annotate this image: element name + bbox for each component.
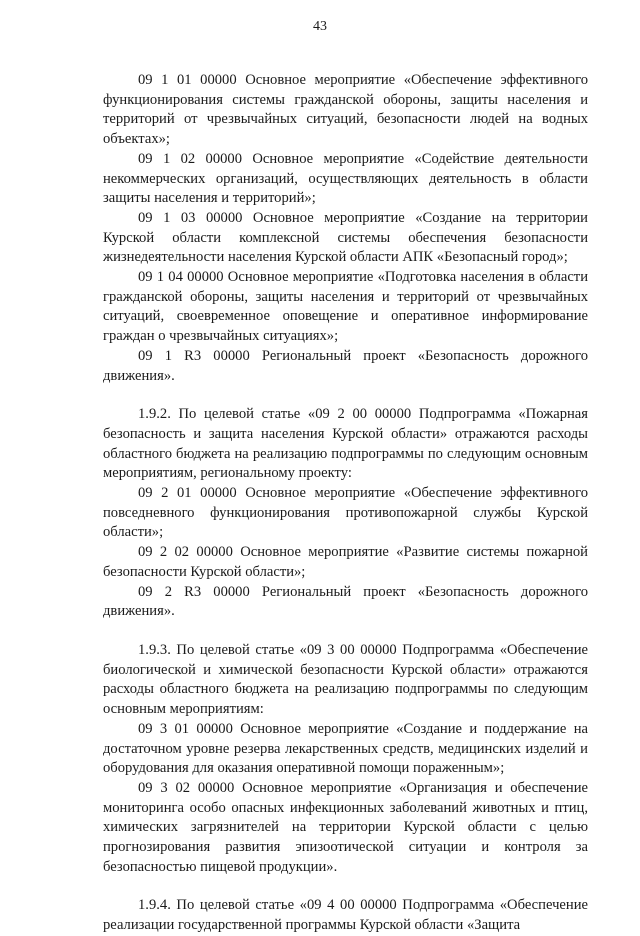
section-gap (103, 386, 588, 405)
paragraph: 1.9.2. По целевой статье «09 2 00 00000 Подпрограмма «Пожарная безопасность и защита населения Курской области» отражаются расходы областного бюджета на реализацию подпрограммы по следующим основным мероприятиям, региональному проекту: (103, 406, 588, 482)
paragraph: 09 2 R3 00000 Региональный проект «Безопасность дорожного движения». (103, 583, 588, 620)
paragraph: 09 2 02 00000 Основное мероприятие «Развитие системы пожарной безопасности Курской области»; (103, 544, 588, 580)
paragraph: 1.9.4. По целевой статье «09 4 00 00000 Подпрограмма «Обеспечение реализации государственной программы Курской области «Защита (103, 897, 588, 934)
paragraph: 1.9.3. По целевой статье «09 3 00 00000 Подпрограмма «Обеспечение биологической и химической безопасности Курской области» отражаются расходы областного бюджета на реализацию подпрограммы по следующим основным мероприятиям: (103, 641, 588, 718)
paragraph: 09 1 02 00000 Основное мероприятие «Содействие деятельности некоммерческих организаций, осуществляющих деятельность в области защиты населения и территорий»; (103, 150, 588, 207)
section-gap (103, 877, 588, 896)
paragraph: 09 3 01 00000 Основное мероприятие «Создание и поддержание на достаточном уровне резерва лекарственных средств, медицинских изделий и оборудования для оказания оперативной помощи пораженным»; (103, 720, 588, 777)
paragraph: 09 1 03 00000 Основное мероприятие «Создание на территории Курской области комплексной системы обеспечения безопасности жизнедеятельности населения Курской области АПК «Безопасный город»; (103, 209, 588, 266)
paragraph: 09 1 04 00000 Основное мероприятие «Подготовка населения в области гражданской обороны, защиты населения и территорий от чрезвычайных ситуаций, своевременное оповещение и оперативное информирование граждан о чрезвычайных ситуациях»; (103, 269, 588, 345)
paragraph: 09 2 01 00000 Основное мероприятие «Обеспечение эффективного повседневного функционирования противопожарной службы Курской области»; (103, 485, 588, 541)
paragraph: 09 3 02 00000 Основное мероприятие «Организация и обеспечение мониторинга особо опасных инфекционных заболеваний животных и птиц, химических загрязнителей на территории Курской области с целью прогнозирования развития эпизоотической ситуации и контроля за безопасностью пищевой продукции». (103, 779, 588, 875)
page-number: 43 (313, 19, 327, 34)
paragraph: 09 1 01 00000 Основное мероприятие «Обеспечение эффективного функционирования системы гражданской обороны, защиты населения и территорий от чрезвычайных ситуаций, безопасности людей на водных объектах»; (103, 72, 588, 148)
paragraph: 09 1 R3 00000 Региональный проект «Безопасность дорожного движения». (103, 347, 588, 384)
section-gap (103, 622, 588, 641)
document-body (103, 71, 588, 936)
